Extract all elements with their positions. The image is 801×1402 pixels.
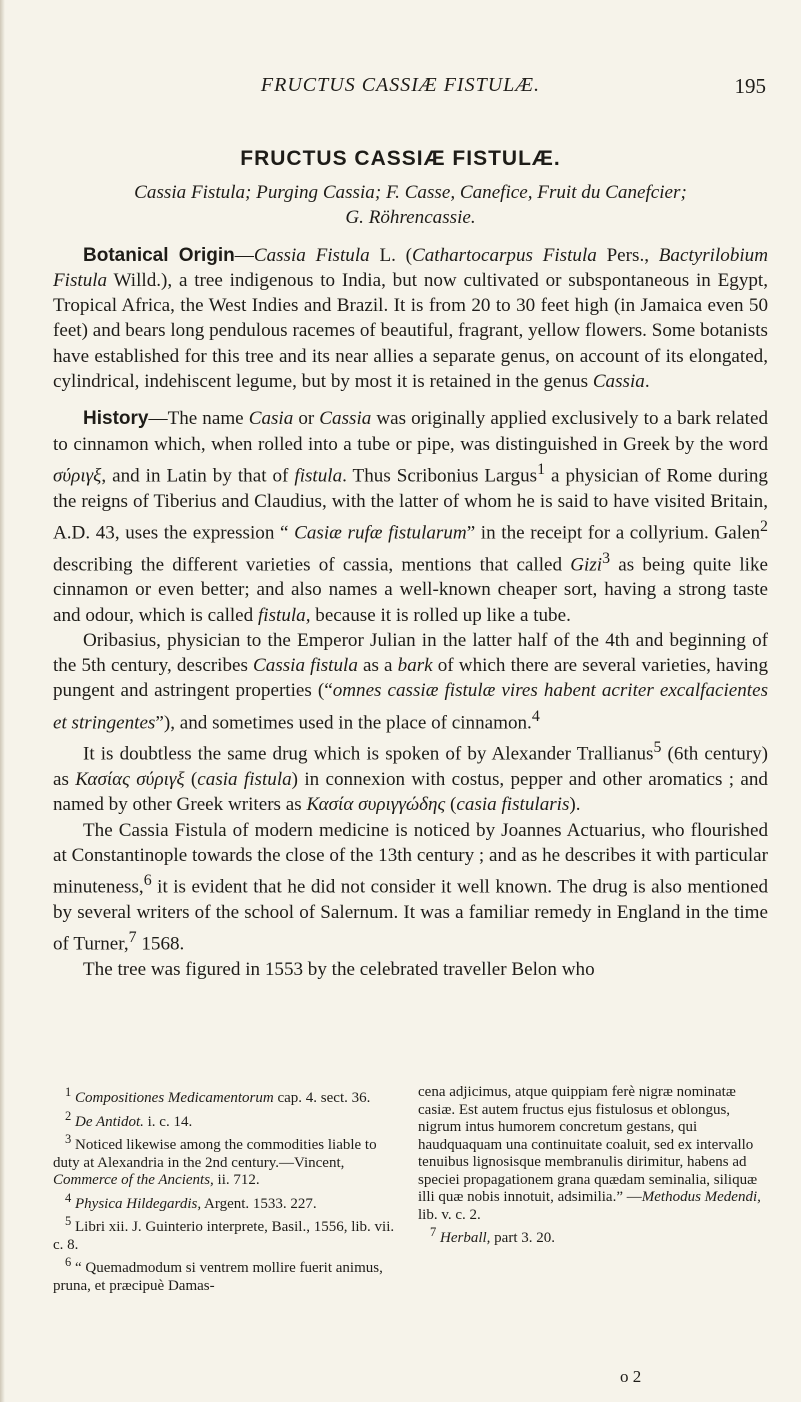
text-run: cap. 4. sect. 36.	[273, 1090, 371, 1106]
footnote-6	[53, 1254, 403, 1295]
text-run: ”), and sometimes used in the place of cinnamon.	[155, 712, 532, 734]
history-paragraph-1	[53, 406, 768, 627]
text-run: Oribasius, physician to the Emperor Julian in the latter half of the 4th and beginning of the 5th century, describes	[53, 629, 768, 677]
footnote-3	[53, 1131, 403, 1190]
footnote-7	[418, 1224, 768, 1248]
synonyms	[53, 180, 768, 231]
footnote-marker: 2	[65, 1108, 72, 1123]
text-run: L. (	[369, 244, 412, 266]
text-run: It is doubtless the same drug which is spoken of by Alexander Trallianus	[83, 743, 654, 765]
text-run: (6th century) as	[53, 743, 768, 791]
text-run: i. c. 14.	[143, 1113, 193, 1130]
footnote-marker: 6	[65, 1255, 72, 1269]
footnote-6-continued	[418, 1084, 768, 1224]
footnote-4	[53, 1190, 403, 1214]
footnote-ref: 3	[602, 549, 611, 567]
footnotes-right-column	[418, 1084, 768, 1295]
footnote-5	[53, 1213, 403, 1254]
text-run: The Cassia Fistula of modern medicine is noticed by Joannes Actuarius, who flourished at Constantinople towards the close of the 13th century ; and as he describes it with particular minuteness,	[53, 819, 768, 898]
footnote-marker: 1	[65, 1085, 72, 1099]
text-run: lib. v. c. 2.	[418, 1206, 481, 1223]
running-head-title: FRUCTUS CASSIÆ FISTULÆ.	[260, 74, 541, 96]
italic-run: bark	[397, 655, 433, 677]
text-run: , and in Latin by that of	[101, 465, 295, 487]
text-run: —The name	[148, 408, 249, 430]
synonyms-line-1: Cassia Fistula; Purging Cassia; F. Casse, Canefice, Fruit du Canefcier;	[134, 182, 687, 203]
footnote-ref: 4	[531, 707, 540, 725]
italic-run: Cassia	[319, 408, 372, 430]
text-run: ).	[569, 794, 581, 816]
text-run: (	[445, 794, 457, 816]
footnote-ref: 7	[128, 929, 137, 947]
footnote-marker: 4	[65, 1190, 72, 1205]
text-run: “ Quemadmodum si ventrem mollire fuerit animus, pruna, et præcipuè Damas-	[53, 1260, 383, 1294]
text-run: The tree was figured in 1553 by the celebrated traveller Belon who	[83, 958, 595, 980]
history-paragraph-3	[53, 735, 768, 817]
footnote-ref: 5	[653, 739, 662, 757]
italic-run: Cassia	[592, 371, 645, 393]
page-edge-shadow	[0, 0, 5, 1402]
italic-run: Commerce of the Ancients,	[53, 1172, 214, 1188]
history-heading: History	[83, 408, 149, 430]
italic-run: Cassia Fistula	[253, 244, 370, 266]
footnote-ref: 1	[537, 460, 546, 478]
text-run: cena adjicimus, atque quippiam ferè nigræ nominatæ casiæ. Est autem fructus ejus fistulosus et oblongus, nigrum intus humorem concretum gestans, qui haudquaquam una continuitate coaluit, sed ex intervallo tenuibus lignosisque membranulis dirimitur, habens ad speciei propagationem grana quædam seminalia, siliquæ illi quæ nobis innotuit, adsimilia.” —	[418, 1084, 758, 1205]
footnote-marker: 5	[65, 1214, 72, 1228]
text-run: —	[234, 244, 254, 266]
footnote-marker: 7	[430, 1225, 437, 1239]
text-run: or	[293, 408, 320, 430]
footnote-marker: 3	[65, 1132, 72, 1146]
italic-run: Cassia fistula	[253, 655, 358, 677]
history-paragraph-4	[53, 818, 768, 957]
text-run: because it is rolled up like a tube.	[310, 604, 571, 626]
text-run: a physician of Rome during the reigns of Tiberius and Claudius, with the latter of whom he is said to have visited Britain, A.D. 43, uses the expression “	[53, 465, 768, 544]
footnote-1	[53, 1084, 403, 1108]
italic-run: Methodus Medendi,	[641, 1189, 761, 1205]
botanical-origin-paragraph	[53, 243, 768, 395]
footnote-2	[53, 1108, 403, 1132]
greek-run: σύριγξ	[53, 465, 102, 487]
text-run: .	[644, 371, 650, 393]
italic-run: Casia	[248, 408, 294, 430]
italic-run: De Antidot.	[75, 1113, 144, 1130]
italic-run: Compositiones Medicamentorum	[75, 1090, 274, 1106]
synonyms-line-2: G. Röhrencassie.	[345, 207, 476, 229]
text-run: part 3. 20.	[490, 1230, 555, 1246]
italic-run: Cathartocarpus Fistula	[412, 244, 597, 266]
text-run: ii. 712.	[213, 1172, 260, 1188]
italic-run: casia fistula	[197, 769, 292, 791]
text-run: (	[184, 769, 198, 791]
text-run: Noticed likewise among the commodities liable to duty at Alexandria in the 2nd century.—Vincent,	[53, 1137, 377, 1171]
text-run: as being quite like cinnamon or even better; and also names a well-known cheaper sort, having a strong taste and odour, which is called	[53, 553, 768, 626]
text-run: ) in connexion with costus, pepper and other aromatics ; and named by other Greek writers as	[53, 769, 768, 816]
italic-run: Gizi	[570, 553, 603, 575]
text-run: describing the different varieties of cassia, mentions that called	[53, 553, 571, 575]
italic-run: casia fistularis	[456, 794, 570, 816]
botanical-origin-heading: Botanical Origin	[83, 244, 235, 266]
text-run: 1568.	[136, 933, 185, 955]
text-run: was originally applied exclusively to a bark related to cinnamon which, when rolled into a tube or pipe, was distinguished in Greek by the word	[53, 408, 768, 455]
text-run: . Thus Scribonius Largus	[342, 465, 538, 487]
page-number: 195	[734, 74, 766, 98]
article-body	[53, 180, 768, 982]
italic-run: omnes cassiæ fistulæ vires habent acriter excalfacientes et stringentes	[53, 680, 768, 734]
history-paragraph-2	[53, 628, 768, 736]
history-paragraph-5	[53, 957, 768, 982]
italic-run: Physica Hildegardis,	[75, 1195, 202, 1212]
italic-run: Herball,	[440, 1230, 491, 1246]
footnotes-left-column	[53, 1084, 403, 1295]
text-run: of which there are several varieties, having pungent and astringent properties (“	[53, 655, 768, 702]
text-run: it is evident that he did not consider it well known. The drug is also mentioned by several writers of the school of Salernum. It was a familiar remedy in England in the time of Turner,	[53, 876, 768, 955]
text-run: as a	[357, 655, 398, 677]
running-head	[30, 74, 771, 104]
italic-run: fistula,	[257, 604, 311, 626]
greek-run: Κασία συριγγώδης	[306, 794, 446, 816]
italic-run: Casiæ rufæ fistularum	[294, 522, 467, 544]
text-run: Libri xii. J. Guinterio interprete, Basil., 1556, lib. vii. c. 8.	[53, 1219, 395, 1253]
italic-run: fistula	[294, 465, 343, 487]
article-title: FRUCTUS CASSIÆ FISTULÆ.	[240, 147, 561, 170]
text-run: Pers.,	[596, 244, 659, 266]
text-run: Argent. 1533. 227.	[201, 1195, 317, 1212]
greek-run: Κασίας σύριγξ	[75, 769, 185, 791]
footnote-ref: 2	[760, 517, 768, 535]
signature-mark: o 2	[620, 1367, 642, 1386]
text-run: ” in the receipt for a collyrium. Galen	[466, 522, 761, 544]
italic-run: Bactyrilobium Fistula	[53, 244, 769, 291]
text-run: Willd.), a tree indigenous to India, but now cultivated or subspontaneous in Egypt, Tropical Africa, the West Indies and Brazil. It is from 20 to 30 feet high (in Jamaica even 50 feet) and bears long pendulous racemes of beautiful, fragrant, yellow flowers. Some botanists have established for this tree and its near allies a separate genus, on account of its elongated, cylindrical, indehiscent legume, but by most it is retained in the genus	[53, 269, 768, 393]
footnote-ref: 6	[143, 872, 152, 890]
footnotes	[53, 1084, 768, 1295]
